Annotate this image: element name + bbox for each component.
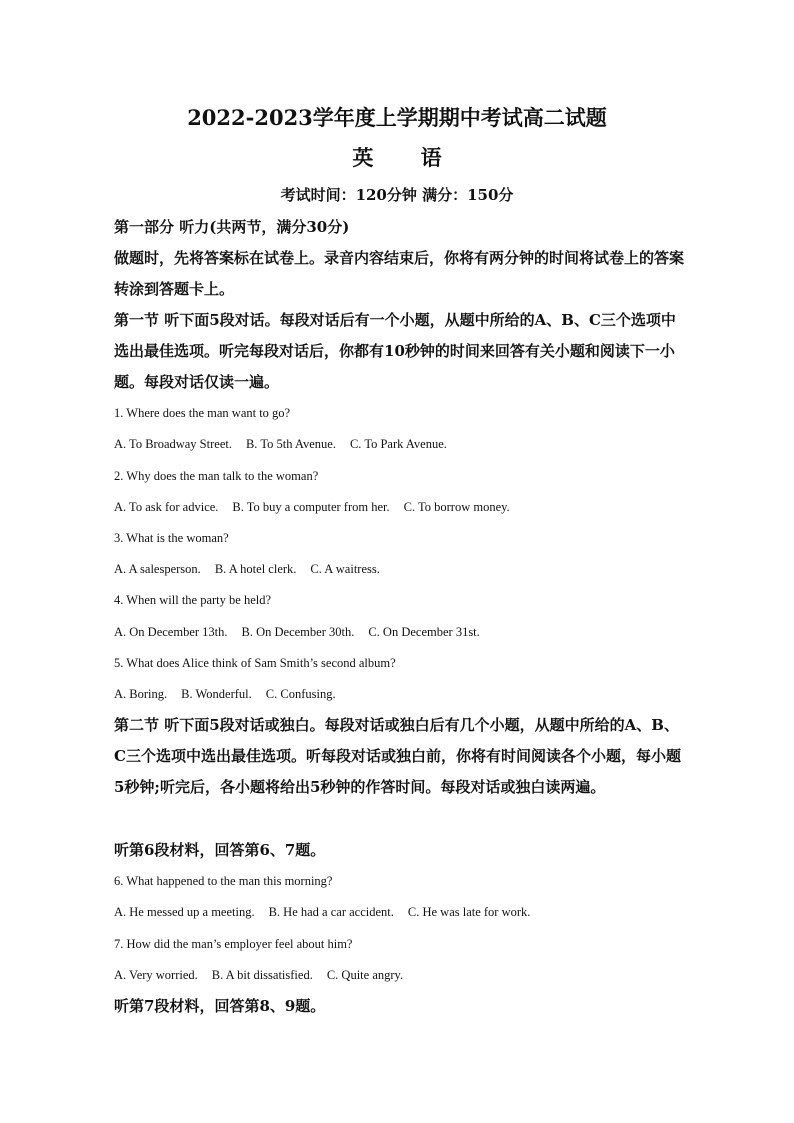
question-7: 7. How did the man’s employer feel about him? [114,937,353,951]
option-b[interactable]: B. He had a car accident. [268,905,394,919]
option-a[interactable]: A. A salesperson. [114,562,201,576]
question-4-options [114,623,684,641]
option-c[interactable]: C. Confusing. [265,687,336,701]
question-6: 6. What happened to the man this morning? [114,874,333,888]
option-c[interactable]: C. Quite angry. [326,968,404,982]
option-b[interactable]: B. A hotel clerk. [214,562,297,576]
section1-instructions: 第一节 听下面5段对话。每段对话后有一个小题，从题中所给的A、B、C三个选项中选出最佳选项。听完每段对话后，你都有10秒钟的时间来回答有关小题和阅读下一小题。每段对话仅读一遍。 [114,311,676,391]
question-7-options [114,966,684,984]
subject-title: 英 语 [352,145,462,170]
exam-title: 2022-2023学年度上学期期中考试高二试题 [187,105,607,130]
option-a[interactable]: A. Very worried. [114,968,198,982]
option-a[interactable]: A. To Broadway Street. [114,437,232,451]
option-a[interactable]: A. On December 13th. [114,625,228,639]
part1-heading: 第一部分 听力(共两节，满分30分) [114,218,350,236]
option-a[interactable]: A. To ask for advice. [114,500,219,514]
question-5-options [114,685,684,703]
question-4: 4. When will the party be held? [114,593,272,607]
exam-info: 考试时间：120分钟 满分：150分 [280,186,514,204]
question-3: 3. What is the woman? [114,531,229,545]
question-3-options [114,560,684,578]
material-7-heading: 听第7段材料，回答第8、9题。 [114,997,326,1015]
question-2-options [114,498,684,516]
option-b[interactable]: B. To buy a computer from her. [232,500,390,514]
question-1: 1. Where does the man want to go? [114,406,291,420]
question-6-options [114,903,684,921]
section2-instructions: 第二节 听下面5段对话或独白。每段对话或独白后有几个小题，从题中所给的A、B、C三个选项中选出最佳选项。听每段对话或独白前，你将有时间阅读各个小题，每小题5秒钟;听完后，各小题将给出5秒钟的作答时间。每段对话或独白读两遍。 [114,716,681,796]
question-2: 2. Why does the man talk to the woman? [114,469,319,483]
option-b[interactable]: B. On December 30th. [241,625,355,639]
option-c[interactable]: C. To Park Avenue. [349,437,447,451]
option-c[interactable]: C. To borrow money. [403,500,510,514]
option-c[interactable]: C. He was late for work. [407,905,531,919]
material-6-heading: 听第6段材料，回答第6、7题。 [114,841,326,859]
option-c[interactable]: C. A waitress. [310,562,380,576]
option-a[interactable]: A. He messed up a meeting. [114,905,255,919]
option-c[interactable]: C. On December 31st. [368,625,480,639]
option-b[interactable]: B. Wonderful. [181,687,252,701]
option-b[interactable]: B. A bit dissatisfied. [211,968,313,982]
part1-instructions: 做题时，先将答案标在试卷上。录音内容结束后，你将有两分钟的时间将试卷上的答案转涂到答题卡上。 [114,249,685,298]
option-a[interactable]: A. Boring. [114,687,168,701]
question-5: 5. What does Alice think of Sam Smith’s second album? [114,656,396,670]
question-1-options [114,435,684,453]
option-b[interactable]: B. To 5th Avenue. [245,437,336,451]
